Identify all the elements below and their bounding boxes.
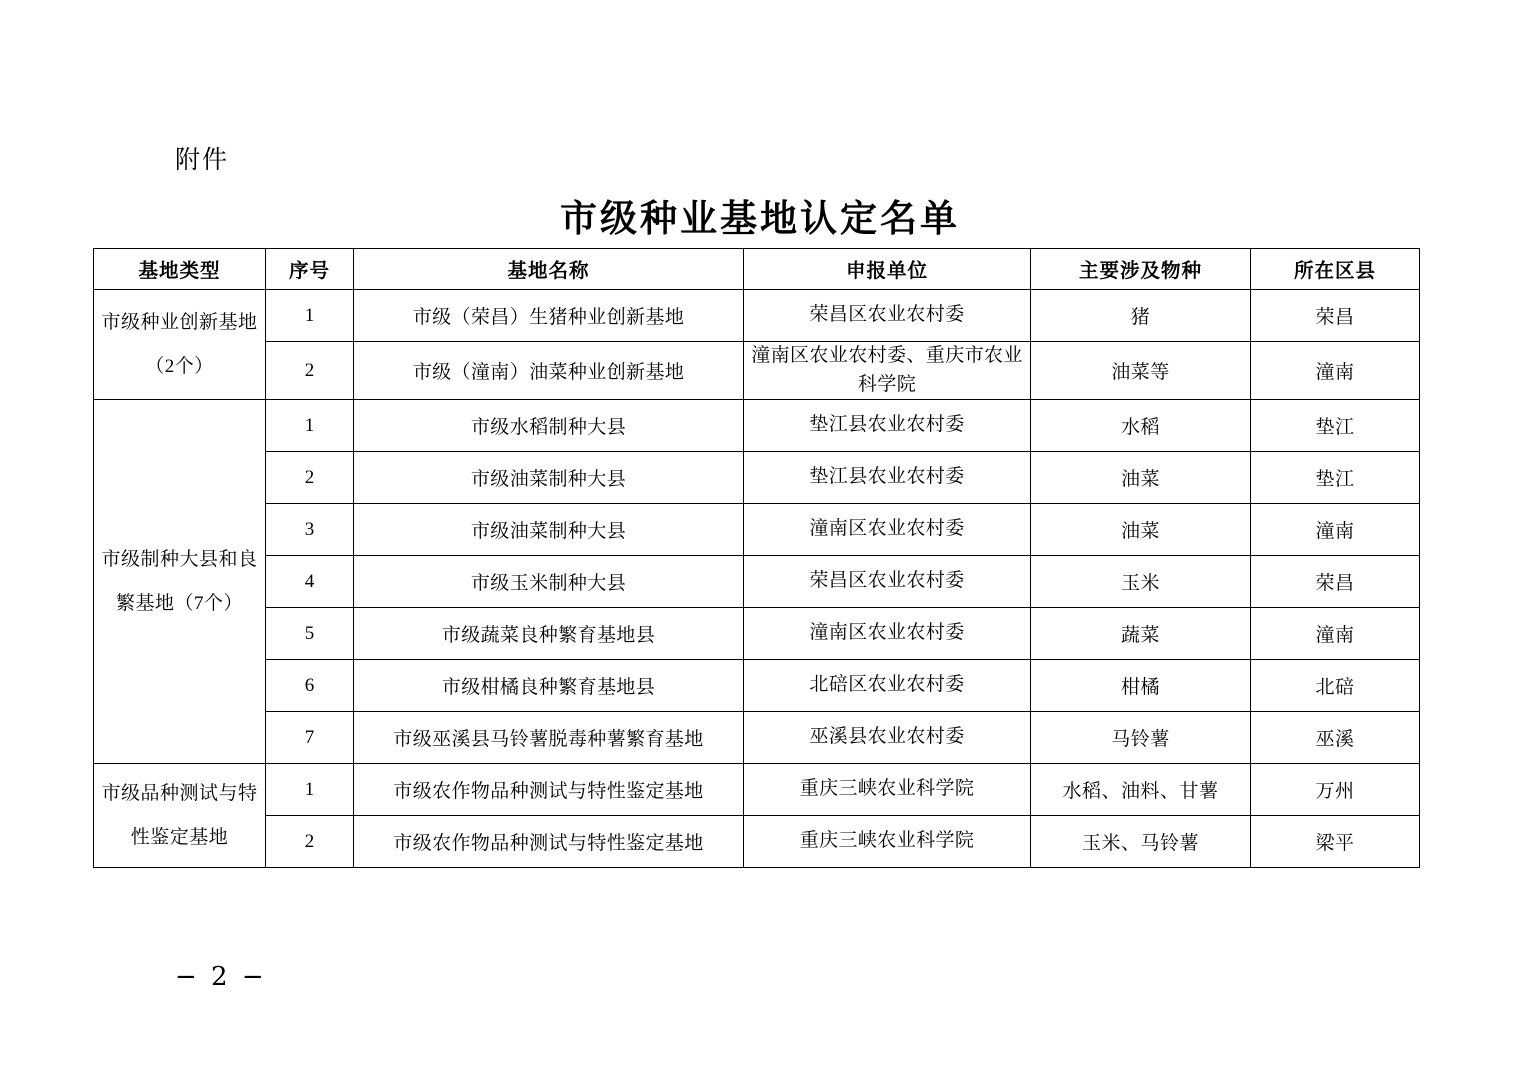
row-index: 1	[266, 400, 354, 452]
category-cell-variety-testing-base	[94, 764, 266, 868]
district: 巫溪	[1251, 712, 1420, 764]
applicant-unit: 荣昌区农业农村委	[744, 290, 1031, 342]
main-species: 水稻	[1031, 400, 1251, 452]
category-line: 市级种业创新基地	[101, 311, 258, 333]
attachment-label: 附件	[175, 145, 230, 174]
applicant-unit: 潼南区农业农村委	[744, 608, 1031, 660]
table-header-row	[94, 249, 1420, 290]
row-index: 4	[266, 556, 354, 608]
row-index: 2	[266, 342, 354, 400]
table-row	[94, 290, 1420, 342]
main-species: 油菜	[1031, 504, 1251, 556]
page-number: − 2 −	[175, 962, 267, 992]
category-line: 繁基地（7个）	[115, 592, 243, 614]
column-header-applicant-unit: 申报单位	[744, 249, 1031, 290]
table-row	[94, 556, 1420, 608]
base-name: 市级（荣昌）生猪种业创新基地	[354, 290, 744, 342]
applicant-unit: 垫江县农业农村委	[744, 400, 1031, 452]
base-name: 市级玉米制种大县	[354, 556, 744, 608]
seed-industry-base-table	[93, 248, 1420, 868]
base-name: 市级水稻制种大县	[354, 400, 744, 452]
applicant-unit: 重庆三峡农业科学院	[744, 816, 1031, 868]
district: 潼南	[1251, 342, 1420, 400]
district: 北碚	[1251, 660, 1420, 712]
main-species: 油菜等	[1031, 342, 1251, 400]
category-line: 市级品种测试与特	[101, 782, 258, 804]
base-name: 市级柑橘良种繁育基地县	[354, 660, 744, 712]
category-line: 性鉴定基地	[130, 826, 229, 848]
table-row	[94, 504, 1420, 556]
district: 荣昌	[1251, 290, 1420, 342]
applicant-unit: 重庆三峡农业科学院	[744, 764, 1031, 816]
district: 荣昌	[1251, 556, 1420, 608]
main-species: 蔬菜	[1031, 608, 1251, 660]
table-row	[94, 452, 1420, 504]
row-index: 2	[266, 452, 354, 504]
category-cell-innovation-base	[94, 290, 266, 400]
row-index: 1	[266, 764, 354, 816]
applicant-unit: 巫溪县农业农村委	[744, 712, 1031, 764]
base-name: 市级农作物品种测试与特性鉴定基地	[354, 764, 744, 816]
district: 潼南	[1251, 608, 1420, 660]
district: 垫江	[1251, 452, 1420, 504]
district: 潼南	[1251, 504, 1420, 556]
column-header-base-name: 基地名称	[354, 249, 744, 290]
district: 垫江	[1251, 400, 1420, 452]
table-row	[94, 660, 1420, 712]
applicant-unit: 潼南区农业农村委	[744, 504, 1031, 556]
base-name: 市级（潼南）油菜种业创新基地	[354, 342, 744, 400]
row-index: 3	[266, 504, 354, 556]
table-row	[94, 816, 1420, 868]
row-index: 5	[266, 608, 354, 660]
column-header-index: 序号	[266, 249, 354, 290]
applicant-unit: 北碚区农业农村委	[744, 660, 1031, 712]
row-index: 1	[266, 290, 354, 342]
column-header-district: 所在区县	[1251, 249, 1420, 290]
district: 万州	[1251, 764, 1420, 816]
main-species: 水稻、油料、甘薯	[1031, 764, 1251, 816]
row-index: 6	[266, 660, 354, 712]
base-name: 市级油菜制种大县	[354, 504, 744, 556]
main-species: 马铃薯	[1031, 712, 1251, 764]
main-species: 油菜	[1031, 452, 1251, 504]
main-species: 猪	[1031, 290, 1251, 342]
category-cell-seed-production-county	[94, 400, 266, 764]
table-row	[94, 342, 1420, 400]
page-title: 市级种业基地认定名单	[560, 196, 960, 240]
base-name: 市级蔬菜良种繁育基地县	[354, 608, 744, 660]
main-species: 玉米、马铃薯	[1031, 816, 1251, 868]
table-row	[94, 764, 1420, 816]
row-index: 7	[266, 712, 354, 764]
table-row	[94, 712, 1420, 764]
base-name: 市级油菜制种大县	[354, 452, 744, 504]
row-index: 2	[266, 816, 354, 868]
main-species: 玉米	[1031, 556, 1251, 608]
applicant-unit: 潼南区农业农村委、重庆市农业科学院	[744, 342, 1031, 400]
table-row	[94, 400, 1420, 452]
base-name: 市级巫溪县马铃薯脱毒种薯繁育基地	[354, 712, 744, 764]
applicant-unit: 垫江县农业农村委	[744, 452, 1031, 504]
district: 梁平	[1251, 816, 1420, 868]
category-line: 市级制种大县和良	[101, 548, 258, 570]
applicant-unit: 荣昌区农业农村委	[744, 556, 1031, 608]
main-species: 柑橘	[1031, 660, 1251, 712]
base-name: 市级农作物品种测试与特性鉴定基地	[354, 816, 744, 868]
column-header-base-type: 基地类型	[94, 249, 266, 290]
column-header-main-species: 主要涉及物种	[1031, 249, 1251, 290]
table-row	[94, 608, 1420, 660]
category-line: （2个）	[145, 355, 214, 377]
